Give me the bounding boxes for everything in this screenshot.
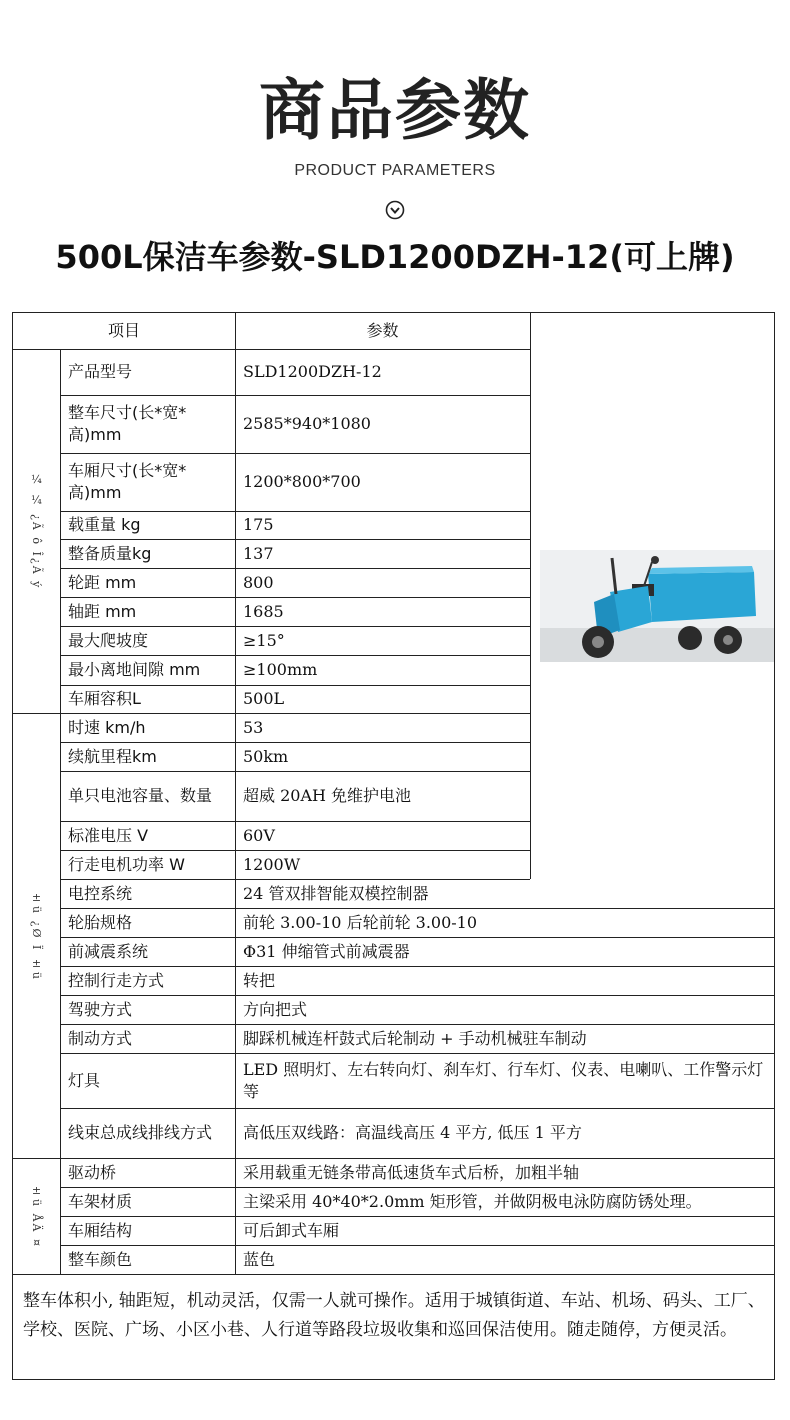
table-column-divider (235, 313, 236, 1274)
table-row-divider (60, 655, 530, 656)
group-label-basic: ¼ ¼ ¿Ã ô Î¿Ã ý (30, 472, 43, 590)
row-label: 行走电机功率 W (68, 854, 185, 874)
table-row-divider (60, 995, 774, 996)
row-value: 前轮 3.00-10 后轮前轮 3.00-10 (243, 912, 478, 932)
row-label: 轮胎规格 (68, 912, 133, 932)
row-label: 线束总成线排线方式 (68, 1123, 213, 1142)
product-photo (540, 550, 774, 662)
row-label: 产品型号 (68, 362, 133, 381)
row-value: LED 照明灯、左右转向灯、刹车灯、行车灯、仪表、电喇叭、工作警示灯等 (243, 1059, 764, 1101)
table-row-divider (60, 1053, 774, 1054)
row-value: 53 (243, 717, 264, 737)
row-label: 车厢结构 (68, 1220, 133, 1240)
table-row-divider (60, 742, 530, 743)
table-row-divider (60, 1024, 774, 1025)
row-label: 续航里程km (68, 746, 157, 766)
row-label: 载重量 kg (68, 515, 141, 534)
row-value: Φ31 伸缩管式前减震器 (243, 941, 410, 961)
table-row-divider (60, 966, 774, 967)
row-label: 驾驶方式 (68, 999, 133, 1019)
row-value: 超威 20AH 免维护电池 (243, 786, 412, 805)
product-description: 整车体积小, 轴距短，机动灵活，仅需一人就可操作。适用于城镇街道、车站、机场、码头、工厂、学校、医院、广场、小区小巷、人行道等路段垃圾收集和巡回保洁使用。随走随停，方便灵活。 (23, 1291, 765, 1340)
row-value: 175 (243, 515, 274, 534)
row-label: 标准电压 V (68, 825, 149, 845)
column-header-param: 参数 (366, 321, 399, 340)
row-value: 采用载重无链条带高低速货车式后桥，加粗半轴 (243, 1162, 580, 1182)
product-title: 500L保洁车参数-SLD1200DZH-12(可上牌) (55, 238, 735, 276)
column-header-item: 项目 (107, 321, 140, 340)
table-row-divider (13, 1158, 774, 1159)
row-label: 轴距 mm (68, 601, 137, 621)
row-value: 蓝色 (243, 1249, 276, 1269)
table-row-divider (60, 511, 530, 512)
table-row-divider (13, 349, 530, 350)
row-label: 整车尺寸(长*宽*高)mm (68, 403, 187, 444)
table-row-divider (60, 626, 530, 627)
row-value: 2585*940*1080 (243, 414, 371, 433)
vehicle-image (540, 550, 774, 662)
row-label: 车架材质 (68, 1191, 133, 1211)
row-value: 主梁采用 40*40*2.0mm 矩形管，并做阴极电泳防腐防锈处理。 (243, 1191, 702, 1211)
group-label-electric: ±ü ¿Ø Ï ±ü (30, 890, 43, 981)
row-label: 整车颜色 (68, 1249, 133, 1269)
row-value: 500L (243, 689, 285, 708)
row-label: 车厢容积L (68, 689, 141, 708)
row-value: 1200*800*700 (243, 472, 361, 491)
table-row-divider (60, 685, 530, 686)
table-row-divider (13, 713, 530, 714)
row-value: 800 (243, 572, 274, 592)
table-row-divider (60, 568, 530, 569)
table-row-divider (60, 908, 774, 909)
row-value: ≥15° (243, 630, 285, 650)
table-row-divider (13, 1274, 774, 1275)
table-row-divider (60, 879, 530, 880)
row-value: 转把 (243, 970, 276, 990)
row-value: ≥100mm (243, 660, 318, 679)
table-column-divider (60, 349, 61, 1274)
row-value: 50km (243, 746, 289, 766)
parameter-table (12, 312, 775, 1380)
table-row-divider (60, 821, 530, 822)
page-subtitle-en: PRODUCT PARAMETERS (294, 162, 496, 179)
table-row-divider (60, 771, 530, 772)
table-row-divider (60, 1187, 774, 1188)
row-label: 驱动桥 (68, 1162, 117, 1182)
table-row-divider (60, 453, 530, 454)
table-row-divider (60, 1245, 774, 1246)
row-label: 电控系统 (68, 883, 133, 903)
row-value: 1200W (243, 854, 301, 874)
table-column-divider (530, 313, 531, 879)
table-row-divider (60, 597, 530, 598)
row-label: 制动方式 (68, 1028, 133, 1048)
page-title: 商品参数 (259, 72, 531, 149)
row-label: 整备质量kg (68, 543, 152, 563)
group-label-chassis: ±ü ÅÄ ¤ (30, 1184, 43, 1248)
table-row-divider (60, 850, 530, 851)
table-row-divider (60, 1216, 774, 1217)
row-value: 1685 (243, 601, 284, 621)
table-row-divider (60, 395, 530, 396)
chevron-down-circle-icon (385, 200, 405, 220)
row-label: 前减震系统 (68, 941, 149, 961)
row-label: 时速 km/h (68, 717, 146, 737)
row-label: 控制行走方式 (68, 970, 165, 990)
row-label: 单只电池容量、数量 (68, 786, 213, 805)
table-row-divider (60, 1108, 774, 1109)
row-value: 高低压双线路：高温线高压 4 平方, 低压 1 平方 (243, 1123, 582, 1142)
row-label: 最小离地间隙 mm (68, 660, 201, 679)
row-label: 轮距 mm (68, 572, 137, 592)
table-row-divider (60, 937, 774, 938)
row-value: 137 (243, 543, 274, 563)
row-value: SLD1200DZH-12 (243, 362, 382, 381)
row-value: 60V (243, 825, 275, 845)
row-value: 24 管双排智能双模控制器 (243, 883, 429, 903)
row-value: 方向把式 (243, 999, 308, 1019)
row-value: 可后卸式车厢 (243, 1220, 340, 1240)
row-value: 脚踩机械连杆鼓式后轮制动 + 手动机械驻车制动 (243, 1028, 587, 1048)
row-label: 灯具 (68, 1070, 101, 1090)
row-label: 最大爬坡度 (68, 630, 149, 650)
row-label: 车厢尺寸(长*宽*高)mm (68, 461, 187, 502)
table-row-divider (60, 539, 530, 540)
